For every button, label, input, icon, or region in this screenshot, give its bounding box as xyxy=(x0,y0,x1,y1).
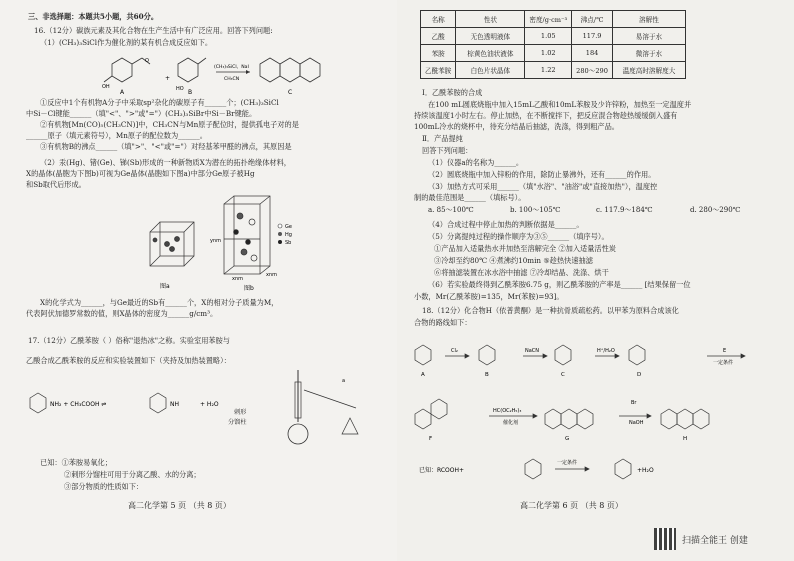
purify-title: Ⅱ．产品提纯 xyxy=(422,134,463,143)
q17-vi: （6）若实验最终得到乙酰苯胺6.75 g，则乙酰苯胺的产率是______ [结果保留一位 xyxy=(428,280,691,289)
svg-text:HO: HO xyxy=(176,86,184,92)
label-a: A xyxy=(421,372,425,378)
molecule-h-ring3 xyxy=(693,409,709,429)
reagent-orthoformate: HC(OC₂H₅)₃ xyxy=(493,408,522,414)
reagent-e: E xyxy=(723,348,727,354)
reagent-cl2: Cl₂ xyxy=(451,348,458,354)
known-ring1 xyxy=(525,459,541,479)
q17-iii-2: 制的最佳范围是______（填标号）。 xyxy=(414,193,526,202)
molecule-h-ring1 xyxy=(661,409,677,429)
label-a: A xyxy=(120,89,125,96)
steps-1: ①产品加入适量热水并加热至溶解完全 ②加入适量活性炭 xyxy=(434,244,616,253)
q17-v: （5）分离提纯过程的操作顺序为③⑤______（填序号）。 xyxy=(428,232,609,241)
label-f: F xyxy=(429,436,433,442)
legend-ge: Ge xyxy=(285,224,292,230)
properties-table xyxy=(420,10,686,79)
reagent-condition: 一定条件 xyxy=(713,360,734,366)
legend xyxy=(278,224,292,246)
table-header: 名称 xyxy=(421,11,456,28)
table-header: 密度/g·cm⁻³ xyxy=(525,11,572,28)
table-cell: 乙酸 xyxy=(421,28,456,45)
q16-q2b: ______原子（填元素符号），Mn原子的配位数为______。 xyxy=(26,131,207,140)
q16-reaction-scheme xyxy=(90,48,340,98)
table-header: 性状 xyxy=(456,11,525,28)
molecule-a xyxy=(104,58,150,82)
label-d: D xyxy=(637,372,642,378)
q16-part2q: X的化学式为______，与Ge最近的Sb有______个，X的相对分子质量为M， xyxy=(40,298,279,307)
reagent-hydrolysis: H⁺/H₂O xyxy=(597,348,615,354)
q16-q1b: 中Si－Cl键能______（填"<"、">"或"="）(CH₃)₃SiBr中Si－Br键能。 xyxy=(26,109,257,118)
fig-a-label: 图a xyxy=(160,283,170,290)
scanner-watermark: 扫描全能王 创建 xyxy=(682,536,748,546)
svg-text:a: a xyxy=(342,378,346,384)
dim-y: ynm xyxy=(210,238,221,244)
cell-b xyxy=(224,196,270,274)
synth-title: Ⅰ．乙酰苯胺的合成 xyxy=(422,88,483,97)
q16-intro: 16.（12分）碳族元素及其化合物在生产生活中有广泛应用。回答下列问题: xyxy=(34,26,273,35)
known-text: 已知：RCOOH+ xyxy=(419,467,465,474)
q17-known-3: ③部分物质的性质如下： xyxy=(64,482,144,491)
table-cell: 1.05 xyxy=(525,28,572,45)
equation-prod: NH xyxy=(170,401,179,408)
known-product: +H₂O xyxy=(637,467,654,474)
cell-a xyxy=(150,222,194,266)
molecule-b xyxy=(178,58,206,82)
q17-vi-2: 小数，Mr(乙酰苯胺)=135，Mr(苯胺)=93]。 xyxy=(414,292,564,301)
section-title: 三、非选择题：本题共5小题，共60分。 xyxy=(28,12,159,21)
table-cell: 微溶于水 xyxy=(612,45,685,62)
label-h: H xyxy=(683,436,688,442)
q16-q1: ①反应中1个有机物A分子中采取sp²杂化的碳原子有______个；(CH₃)₃SiCl xyxy=(40,98,279,107)
dim-x2: xnm xyxy=(266,272,277,278)
table-cell: 苯胺 xyxy=(421,45,456,62)
molecule-c-ring xyxy=(555,345,571,365)
dim-x1: xnm xyxy=(232,276,243,282)
label-g: G xyxy=(565,436,570,442)
q16-part2q2: 代表阿伏加德罗常数的值，则X晶体的密度为______g/cm³。 xyxy=(26,309,218,318)
option-d: d. 280～290℃ xyxy=(690,206,741,214)
legend-hg: Hg xyxy=(285,232,292,238)
label-b: B xyxy=(485,372,489,378)
table-row xyxy=(421,62,686,79)
svg-text:O: O xyxy=(145,58,149,64)
equation-left: NH₂ + CH₃COOH ⇌ xyxy=(50,401,107,408)
table-cell: 1.22 xyxy=(525,62,572,79)
option-a: a. 85～100℃ xyxy=(428,206,474,214)
q16-part1: （1）(CH₃)₃SiCl作为催化剂的某有机合成反应如下。 xyxy=(40,38,213,47)
q18-intro: 18.（12分）化合物H（依普黄酮）是一种抗骨质疏松药。以甲苯为原料合成该化 xyxy=(422,306,679,315)
left-footer: 高二化学第 5 页 （共 8 页） xyxy=(128,501,231,510)
q16-part2c: 和Sb取代后形成。 xyxy=(26,180,86,189)
q17-intro: 17.（12分）乙酰苯胺（ ）俗称"退热冰"之称。实验室用苯胺与 xyxy=(28,336,230,345)
benzene-ring-1 xyxy=(30,393,46,413)
label-b: B xyxy=(188,89,193,96)
molecule-h-ring2 xyxy=(677,409,693,429)
legend-sb: Sb xyxy=(285,240,292,246)
synth-3: 100mL冷水的烧杯中，待充分结晶后抽滤，洗涤，得到粗产品。 xyxy=(414,122,619,131)
table-cell: 280～290 xyxy=(572,62,613,79)
q17-iv: （4）合成过程中停止加热的判断依据是______。 xyxy=(428,220,584,229)
q17-known-1: 已知：①苯胺易氧化； xyxy=(40,458,112,467)
molecule-f-ring1 xyxy=(415,409,431,429)
q16-q3: ③有机物B的沸点______（填">"、"<"或"="）对羟基苯甲醛的沸点，其原因是 xyxy=(40,142,292,151)
table-cell: 1.02 xyxy=(525,45,572,62)
table-cell: 乙酰苯胺 xyxy=(421,62,456,79)
table-header: 溶解性 xyxy=(612,11,685,28)
reagent-nacn: NaCN xyxy=(525,348,540,354)
reagent-label: (CH₃)₃SiCl、NaI xyxy=(214,65,249,70)
q17-ii: （2）圆底烧瓶中加入锌粉的作用，除防止暴沸外，还有______的作用。 xyxy=(428,170,656,179)
table-cell: 无色透明液体 xyxy=(456,28,525,45)
br-label: Br xyxy=(631,400,637,406)
crystal-figures xyxy=(140,192,310,296)
molecule-a-ring xyxy=(415,345,431,365)
table-row xyxy=(421,45,686,62)
table-header: 沸点/℃ xyxy=(572,11,613,28)
benzene-ring-2 xyxy=(150,393,166,413)
table-cell: 184 xyxy=(572,45,613,62)
table-row xyxy=(421,28,686,45)
table-header-row xyxy=(421,11,686,28)
molecule-d-ring xyxy=(629,345,645,365)
table-cell: 棕黄色油状液体 xyxy=(456,45,525,62)
q16-part2a: （2）汞(Hg)、锗(Ge)、锑(Sb)形成的一种新物质X为潜在的拓扑绝缘体材料， xyxy=(40,158,291,167)
svg-text:OH: OH xyxy=(102,84,110,90)
steps-2: ③冷却至约80℃ ④煮沸约10min ⑤趁热快速抽滤 xyxy=(434,256,593,265)
apparatus xyxy=(260,362,370,452)
q17-iii: （3）加热方式可采用______（填"水浴"、"油浴"或"直接加热"），温度控 xyxy=(428,182,658,191)
equation-right: + H₂O xyxy=(200,401,219,408)
fig-b-label: 图b xyxy=(244,285,254,292)
reagent-naoh: NaOH xyxy=(629,420,644,426)
apparatus-label-2: 分馏柱 xyxy=(228,419,247,426)
answer-title: 回答下列问题： xyxy=(422,146,473,155)
option-c: c. 117.9～184℃ xyxy=(596,206,653,214)
molecule-b-ring xyxy=(479,345,495,365)
svg-text:+: + xyxy=(165,75,171,82)
steps-3: ⑥将抽滤装置在冰水浴中抽滤 ⑦冷却结晶、洗涤、烘干 xyxy=(434,268,609,277)
q17-i: （1）仪器a的名称为______。 xyxy=(428,158,524,167)
option-b: b. 100～105℃ xyxy=(510,206,561,214)
label-c: C xyxy=(288,89,293,96)
molecule-g-ring2 xyxy=(561,409,577,429)
known-condition: 一定条件 xyxy=(557,460,578,466)
table-cell: 温度高时溶解度大 xyxy=(612,62,685,79)
qr-code-icon xyxy=(654,528,676,550)
q17-intro2: 乙酸合成乙酰苯胺的反应和实验装置如下（夹持及加热装置略）： xyxy=(26,356,231,365)
synth-2: 持续该温度1小时左右。停止加热，在不断搅拌下，把反应混合物趁热缓缓倒入盛有 xyxy=(414,111,678,120)
solvent-label: CH₃CN xyxy=(224,77,240,82)
q17-known-2: ②刺形分馏柱可用于分离乙酸、水的分离； xyxy=(64,470,201,479)
synth-1: 在100 mL圆底烧瓶中加入15mL乙酸和10mL苯胺及少许锌粉，加热至一定温度并 xyxy=(428,100,692,109)
molecule-g-ring3 xyxy=(577,409,593,429)
known-ring2 xyxy=(615,459,631,479)
q18-synthesis-route xyxy=(405,330,790,500)
molecule-f-ring2 xyxy=(431,399,447,419)
table-cell: 117.9 xyxy=(572,28,613,45)
molecule-c xyxy=(260,58,320,82)
q16-q2: ②有机物[Mn(CO)₅(CH₃CN)]中，CH₃CN与Mn原子配位时，提供孤电子对的是 xyxy=(40,120,299,129)
table-cell: 易溶于水 xyxy=(612,28,685,45)
label-c: C xyxy=(561,372,565,378)
apparatus-label-1: 刺形 xyxy=(234,409,247,416)
q18-intro-2: 合物的路线如下： xyxy=(414,318,472,327)
table-cell: 白色片状晶体 xyxy=(456,62,525,79)
q16-part2b: X的晶体(晶胞为下图b)可视为Ge晶体(晶胞如下图a)中部分Ge原子被Hg xyxy=(26,169,255,178)
molecule-g-ring1 xyxy=(545,409,561,429)
reagent-catalyst: 催化剂 xyxy=(503,420,519,426)
right-footer: 高二化学第 6 页 （共 8 页） xyxy=(520,501,623,510)
